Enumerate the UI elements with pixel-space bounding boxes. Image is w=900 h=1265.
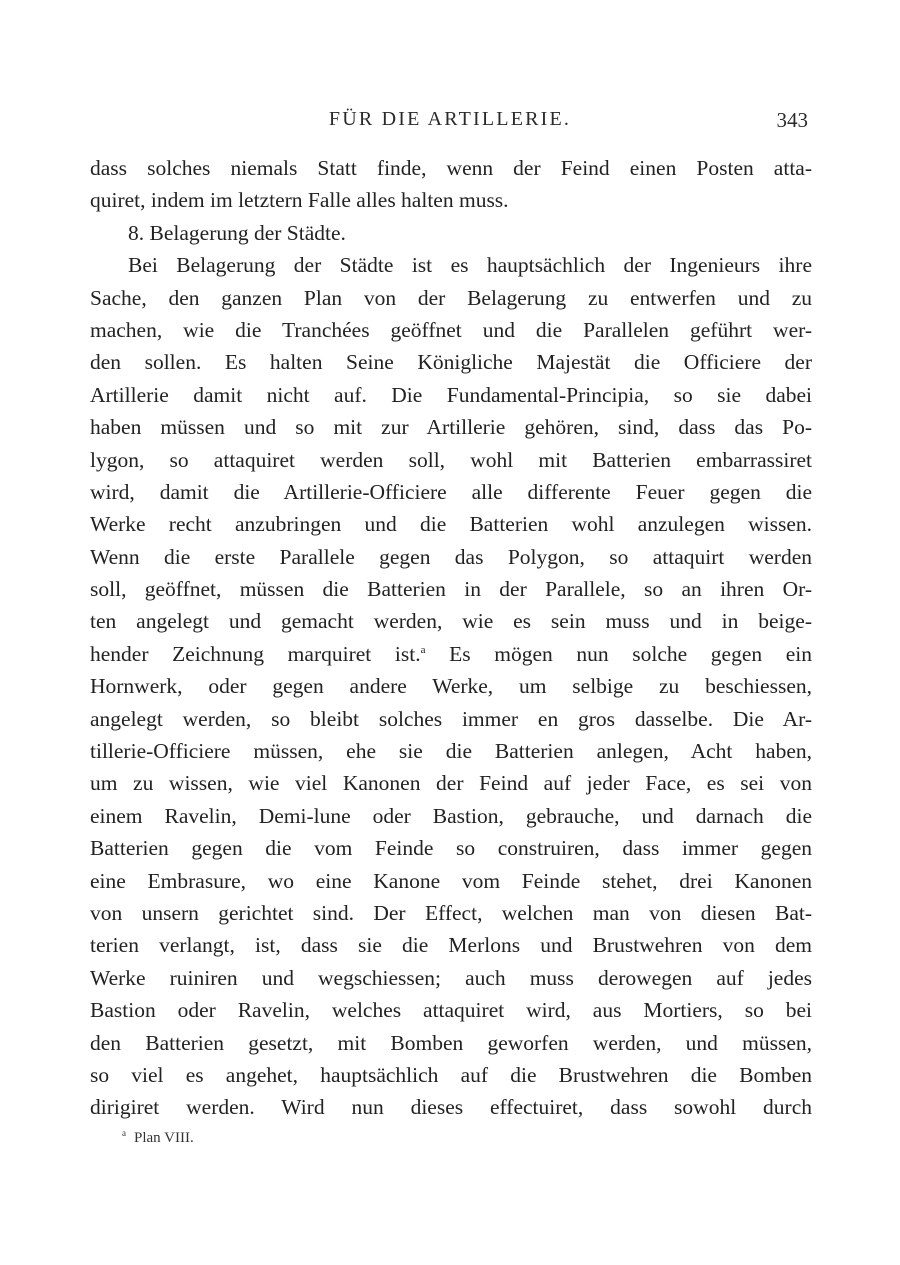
- text-line: dirigiret werden. Wird nun dieses effectuiret, dass sowohl durch: [90, 1095, 812, 1120]
- body-text: [90, 152, 812, 1124]
- text-line: angelegt werden, so bleibt solches immer en gros dasselbe. Die Ar-: [90, 706, 812, 731]
- text-line: tillerie-Officiere müssen, ehe sie die Batterien anlegen, Acht haben,: [90, 739, 812, 764]
- text-line: soll, geöffnet, müssen die Batterien in der Parallele, so an ihren Or-: [90, 577, 812, 602]
- text-line: den sollen. Es halten Seine Königliche Majestät die Officiere der: [90, 350, 812, 375]
- text-line: Werke recht anzubringen und die Batterien wohl anzulegen wissen.: [90, 512, 812, 537]
- text-segment: Es mögen nun solche gegen ein: [449, 641, 813, 666]
- text-line: so viel es angehet, hauptsächlich auf die Brustwehren die Bomben: [90, 1062, 812, 1087]
- text-line: lygon, so attaquiret werden soll, wohl mit Batterien embarrassiret: [90, 447, 812, 472]
- footnote: [122, 1128, 194, 1147]
- text-line: Batterien gegen die vom Feinde so construiren, dass immer gegen: [90, 836, 812, 861]
- section-heading: 8. Belagerung der Städte.: [128, 220, 346, 245]
- text-line: eine Embrasure, wo eine Kanone vom Feinde stehet, drei Kanonen: [90, 868, 812, 893]
- text-line: machen, wie die Tranchées geöffnet und die Parallelen geführt wer-: [90, 317, 812, 342]
- footnote-marker: a: [122, 1128, 126, 1138]
- page-number: 343: [776, 108, 808, 132]
- footnote-reference: a: [420, 643, 426, 656]
- text-line: Hornwerk, oder gegen andere Werke, um selbige zu beschiessen,: [90, 674, 812, 699]
- text-line: von unsern gerichtet sind. Der Effect, welchen man von diesen Bat-: [90, 900, 812, 925]
- text-line-with-note: [90, 638, 812, 670]
- text-line: dass solches niemals Statt finde, wenn der Feind einen Posten atta-: [90, 156, 812, 180]
- text-line: den Batterien gesetzt, mit Bomben geworfen werden, und müssen,: [90, 1030, 812, 1055]
- text-line: Werke ruiniren und wegschiessen; auch muss derowegen auf jedes: [90, 965, 812, 990]
- text-line: Bastion oder Ravelin, welches attaquiret wird, aus Mortiers, so bei: [90, 998, 812, 1023]
- page-header: [90, 108, 810, 138]
- text-line: Artillerie damit nicht auf. Die Fundamental-Principia, so sie dabei: [90, 382, 812, 407]
- text-line: Bei Belagerung der Städte ist es hauptsächlich der Ingenieurs ihre: [128, 253, 812, 278]
- text-segment: hender Zeichnung marquiret ist.: [90, 641, 421, 666]
- text-line: ten angelegt und gemacht werden, wie es sein muss und in beige-: [90, 609, 812, 634]
- text-line: einem Ravelin, Demi-lune oder Bastion, gebrauche, und darnach die: [90, 803, 812, 828]
- text-line: terien verlangt, ist, dass sie die Merlons und Brustwehren von dem: [90, 933, 812, 958]
- text-line: haben müssen und so mit zur Artillerie gehören, sind, dass das Po-: [90, 415, 812, 440]
- text-line: Wenn die erste Parallele gegen das Polygon, so attaquirt werden: [90, 544, 812, 569]
- text-line: Sache, den ganzen Plan von der Belagerung zu entwerfen und zu: [90, 285, 812, 310]
- text-line: quiret, indem im letztern Falle alles halten muss.: [90, 188, 509, 213]
- text-line: wird, damit die Artillerie-Officiere alle differente Feuer gegen die: [90, 479, 812, 504]
- running-head: FÜR DIE ARTILLERIE.: [328, 108, 572, 130]
- footnote-text: Plan VIII.: [134, 1130, 194, 1146]
- text-line: um zu wissen, wie viel Kanonen der Feind auf jeder Face, es sei von: [90, 771, 812, 796]
